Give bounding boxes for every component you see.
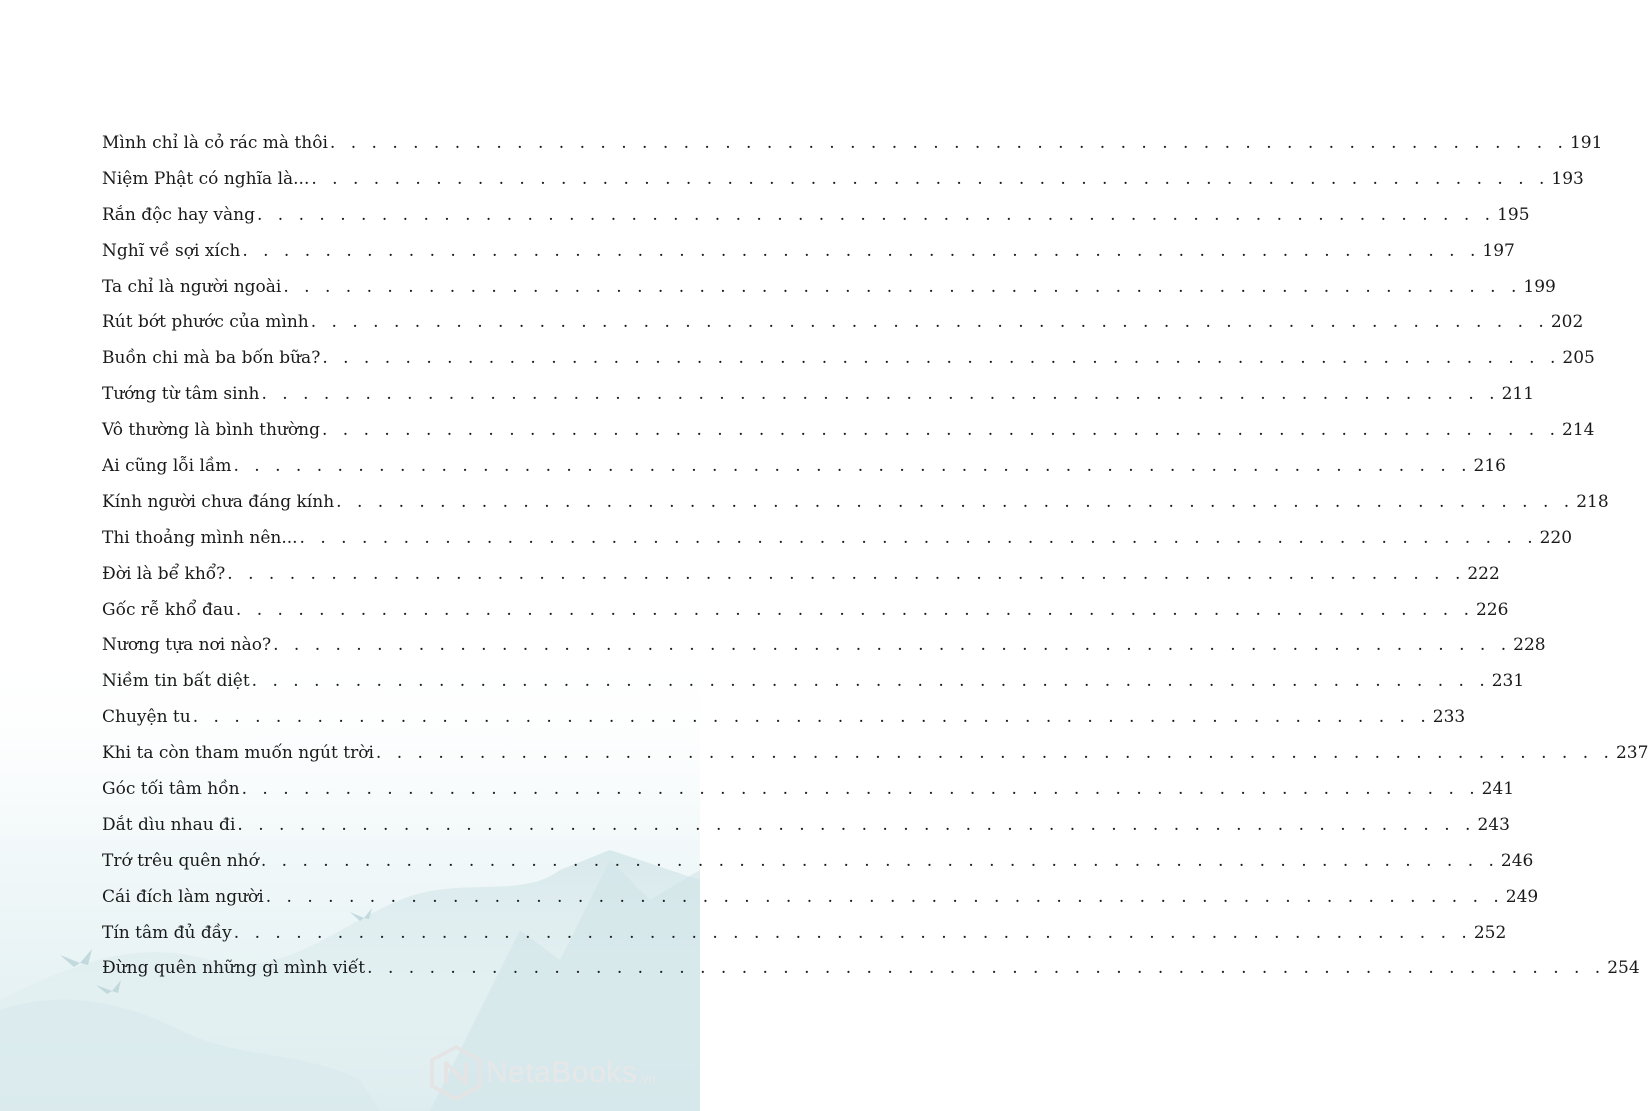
- toc-entry-title: Trớ trêu quên nhớ: [102, 850, 259, 871]
- toc-entry: [102, 449, 1506, 485]
- toc-entry: [102, 305, 1584, 341]
- toc-entry-title: Mình chỉ là cỏ rác mà thôi: [102, 133, 328, 153]
- dot-leader: . . . . . . . . . . . . . . . . . . . . . . . . . . . . . . . . . . . . . . . . . . . . . . . . . . . . . . . . . . . .: [233, 922, 1472, 943]
- dot-leader: . . . . . . . . . . . . . . . . . . . . . . . . . . . . . . . . . . . . . . . . . . . . . . . . . . . . . . . . . . . .: [265, 886, 1504, 907]
- toc-entry-title: Nương tựa nơi nào?: [102, 635, 272, 656]
- toc-entry-title: Ta chỉ là người ngoài: [102, 276, 282, 297]
- toc-entry: [102, 844, 1534, 880]
- toc-entry: [102, 377, 1535, 413]
- toc-entry: [102, 916, 1507, 952]
- toc-entry-title: Tướng từ tâm sinh: [102, 384, 260, 405]
- dot-leader: . . . . . . . . . . . . . . . . . . . . . . . . . . . . . . . . . . . . . . . . . . . . . . . . . . . . . . . . . . . .: [299, 527, 1538, 548]
- toc-entry-page-number: 193: [1551, 168, 1584, 189]
- toc-entry: [102, 880, 1539, 916]
- toc-entry-title: Rút bớt phước của mình: [102, 312, 309, 333]
- toc-entry-title: Đời là bể khổ?: [102, 563, 226, 584]
- dot-leader: . . . . . . . . . . . . . . . . . . . . . . . . . . . . . . . . . . . . . . . . . . . . . . . . . . . . . . . . . . . .: [375, 743, 1614, 764]
- toc-entry-page-number: 202: [1550, 312, 1584, 333]
- toc-entry-title: Niệm Phật có nghĩa là...: [102, 168, 310, 189]
- toc-entry: [102, 198, 1530, 234]
- toc-entry-title: Cái đích làm người: [102, 886, 264, 907]
- toc-entry: [102, 126, 1603, 162]
- dot-leader: . . . . . . . . . . . . . . . . . . . . . . . . . . . . . . . . . . . . . . . . . . . . . . . . . . . . . . . . . . . .: [251, 671, 1490, 692]
- toc-entry-page-number: 243: [1477, 814, 1510, 835]
- toc-entry-page-number: 233: [1432, 707, 1466, 728]
- dot-leader: . . . . . . . . . . . . . . . . . . . . . . . . . . . . . . . . . . . . . . . . . . . . . . . . . . . . . . . . . . . .: [235, 599, 1474, 620]
- toc-entry: [102, 951, 1640, 987]
- toc-entry-page-number: 195: [1497, 204, 1530, 225]
- dot-leader: . . . . . . . . . . . . . . . . . . . . . . . . . . . . . . . . . . . . . . . . . . . . . . . . . . . . . . . . . . . .: [283, 276, 1522, 297]
- toc-entry-title: Niềm tin bất diệt: [102, 671, 250, 692]
- dot-leader: . . . . . . . . . . . . . . . . . . . . . . . . . . . . . . . . . . . . . . . . . . . . . . . . . . . . . . . . . . . .: [261, 384, 1500, 405]
- toc-entry-page-number: 191: [1569, 133, 1603, 153]
- toc-entry-page-number: 254: [1607, 958, 1640, 979]
- toc-entry-page-number: 199: [1523, 276, 1556, 297]
- toc-entry-title: Thi thoảng mình nên...: [102, 527, 298, 548]
- toc-entry: [102, 413, 1595, 449]
- toc-entry-title: Ai cũng lỗi lầm: [102, 456, 232, 477]
- dot-leader: . . . . . . . . . . . . . . . . . . . . . . . . . . . . . . . . . . . . . . . . . . . . . . . . . . . . . . . . . . . .: [227, 563, 1466, 584]
- toc-entry: [102, 234, 1515, 270]
- toc-entry-page-number: 231: [1491, 671, 1525, 692]
- dot-leader: . . . . . . . . . . . . . . . . . . . . . . . . . . . . . . . . . . . . . . . . . . . . . . . . . . . . . . . . . . . .: [311, 168, 1550, 189]
- toc-entry-page-number: 211: [1501, 384, 1535, 405]
- dot-leader: . . . . . . . . . . . . . . . . . . . . . . . . . . . . . . . . . . . . . . . . . . . . . . . . . . . . . . . . . . . .: [233, 456, 1472, 477]
- toc-entry-page-number: 252: [1473, 922, 1507, 943]
- toc-entry-page-number: 222: [1467, 563, 1500, 584]
- toc-entry: [102, 341, 1595, 377]
- watermark-brand: NetaBooks: [486, 1056, 638, 1089]
- toc-entry: [102, 162, 1584, 198]
- netabooks-logo-icon: [430, 1045, 482, 1101]
- toc-entry-title: Góc tối tâm hồn: [102, 779, 240, 800]
- toc-entry-title: Khi ta còn tham muốn ngút trời: [102, 743, 374, 764]
- toc-entry-page-number: 246: [1500, 850, 1534, 871]
- dot-leader: . . . . . . . . . . . . . . . . . . . . . . . . . . . . . . . . . . . . . . . . . . . . . . . . . . . . . . . . . . . .: [321, 420, 1561, 441]
- toc-entry: [102, 808, 1510, 844]
- netabooks-watermark: [430, 1043, 692, 1103]
- toc-entry-title: Buồn chi mà ba bốn bữa?: [102, 348, 321, 369]
- toc-entry: [102, 270, 1556, 306]
- toc-entry-page-number: 205: [1562, 348, 1595, 369]
- dot-leader: . . . . . . . . . . . . . . . . . . . . . . . . . . . . . . . . . . . . . . . . . . . . . . . . . . . . . . . . . . . .: [241, 779, 1480, 800]
- toc-entry: [102, 557, 1500, 593]
- toc-entry-title: Gốc rễ khổ đau: [102, 599, 234, 620]
- toc-entry: [102, 485, 1609, 521]
- toc-entry-title: Chuyện tu: [102, 707, 191, 728]
- toc-entry: [102, 628, 1546, 664]
- dot-leader: . . . . . . . . . . . . . . . . . . . . . . . . . . . . . . . . . . . . . . . . . . . . . . . . . . . . . . . . . . . .: [329, 133, 1568, 153]
- toc-entry-page-number: 218: [1576, 491, 1609, 512]
- toc-entry: [102, 736, 1648, 772]
- dot-leader: . . . . . . . . . . . . . . . . . . . . . . . . . . . . . . . . . . . . . . . . . . . . . . . . . . . . . . . . . . . .: [192, 707, 1431, 728]
- toc-entry-page-number: 241: [1481, 779, 1515, 800]
- toc-entry-title: Kính người chưa đáng kính: [102, 491, 335, 512]
- toc-entry-page-number: 216: [1473, 456, 1506, 477]
- toc-entry-title: Tín tâm đủ đầy: [102, 922, 232, 943]
- toc-entry-page-number: 214: [1562, 420, 1595, 441]
- toc-entry: [102, 521, 1573, 557]
- dot-leader: . . . . . . . . . . . . . . . . . . . . . . . . . . . . . . . . . . . . . . . . . . . . . . . . . . . . . . . . . . . .: [336, 491, 1575, 512]
- toc-entry-title: Dắt dìu nhau đi: [102, 814, 236, 835]
- dot-leader: . . . . . . . . . . . . . . . . . . . . . . . . . . . . . . . . . . . . . . . . . . . . . . . . . . . . . . . . . . . .: [260, 850, 1499, 871]
- dot-leader: . . . . . . . . . . . . . . . . . . . . . . . . . . . . . . . . . . . . . . . . . . . . . . . . . . . . . . . . . . . .: [367, 958, 1606, 979]
- dot-leader: . . . . . . . . . . . . . . . . . . . . . . . . . . . . . . . . . . . . . . . . . . . . . . . . . . . . . . . . . . . .: [257, 204, 1496, 225]
- toc-entry-page-number: 249: [1505, 886, 1539, 907]
- toc-entry: [102, 772, 1515, 808]
- toc-entry-page-number: 226: [1475, 599, 1509, 620]
- dot-leader: . . . . . . . . . . . . . . . . . . . . . . . . . . . . . . . . . . . . . . . . . . . . . . . . . . . . . . . . . . . .: [273, 635, 1512, 656]
- toc-entry-page-number: 197: [1482, 240, 1515, 261]
- toc-entry-title: Vô thường là bình thường: [102, 420, 320, 441]
- watermark-suffix: .vn: [638, 1070, 656, 1086]
- table-of-contents: [102, 126, 1648, 987]
- toc-entry: [102, 700, 1466, 736]
- dot-leader: . . . . . . . . . . . . . . . . . . . . . . . . . . . . . . . . . . . . . . . . . . . . . . . . . . . . . . . . . . . .: [242, 240, 1481, 261]
- toc-entry: [102, 593, 1509, 629]
- toc-entry-title: Nghĩ về sợi xích: [102, 240, 241, 261]
- toc-entry-title: Rắn độc hay vàng: [102, 204, 255, 225]
- dot-leader: . . . . . . . . . . . . . . . . . . . . . . . . . . . . . . . . . . . . . . . . . . . . . . . . . . . . . . . . . . . .: [322, 348, 1561, 369]
- dot-leader: . . . . . . . . . . . . . . . . . . . . . . . . . . . . . . . . . . . . . . . . . . . . . . . . . . . . . . . . . . . .: [310, 312, 1549, 333]
- toc-entry-page-number: 220: [1539, 527, 1573, 548]
- toc-entry-page-number: 237: [1615, 743, 1648, 764]
- toc-entry: [102, 664, 1525, 700]
- toc-entry-page-number: 228: [1513, 635, 1546, 656]
- toc-entry-title: Đừng quên những gì mình viết: [102, 958, 366, 979]
- dot-leader: . . . . . . . . . . . . . . . . . . . . . . . . . . . . . . . . . . . . . . . . . . . . . . . . . . . . . . . . . . . .: [237, 814, 1476, 835]
